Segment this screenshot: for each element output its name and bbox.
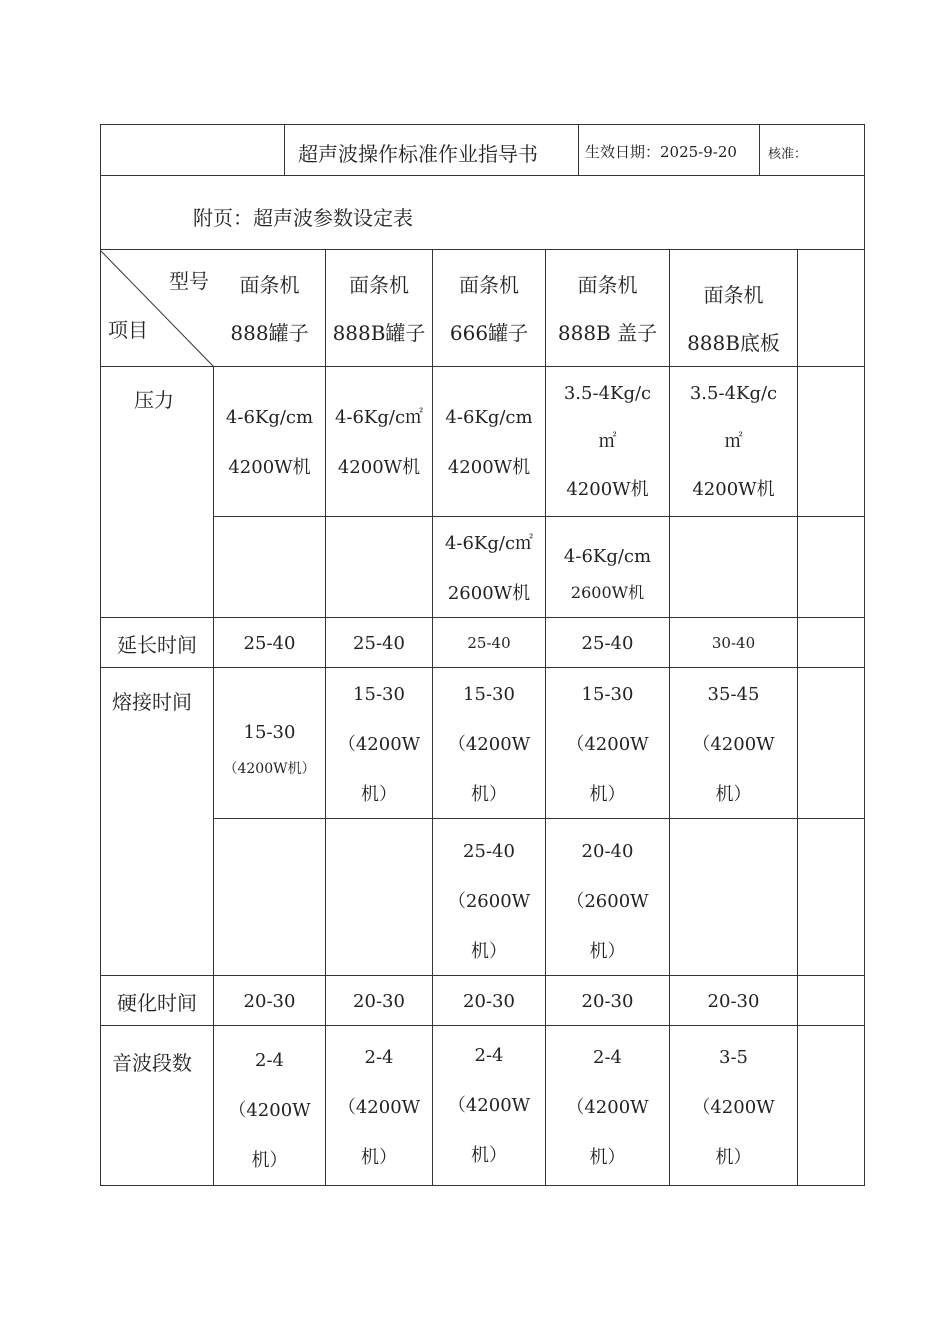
table-cell: 3.5-4Kg/c ㎡ 4200W机 <box>689 383 778 500</box>
table-cell: 20-30 <box>243 990 296 1012</box>
table-cell: 20-30 <box>581 990 634 1012</box>
table-cell: 4-6Kg/cm 4200W机 <box>225 407 314 478</box>
table-cell: 4-6Kg/c㎡ 2600W机 <box>444 533 534 604</box>
row-label-weld-time: 熔接时间 <box>112 690 192 714</box>
table-cell: 15-30 （4200W 机） <box>566 684 649 805</box>
table-cell: 15-30 （4200W机） <box>223 722 316 777</box>
row-label-extend-time: 延长时间 <box>117 632 197 657</box>
column-header: 面条机 666罐子 <box>449 273 529 345</box>
table-cell: 3.5-4Kg/c ㎡ 4200W机 <box>563 383 652 500</box>
row-label-pressure: 压力 <box>134 388 174 412</box>
table-cell: 25-40 <box>467 634 511 652</box>
table-cell: 2-4 （4200W 机） <box>447 1045 531 1166</box>
column-header: 面条机 888B罐子 <box>332 273 426 345</box>
table-cell: 35-45 （4200W 机） <box>692 684 775 805</box>
column-header: 面条机 888B底板 <box>687 283 780 355</box>
table-cell: 25-40 <box>243 632 296 654</box>
column-header: 面条机 888罐子 <box>230 273 309 345</box>
column-header: 面条机 888B 盖子 <box>557 273 658 345</box>
table-cell: 25-40 （2600W 机） <box>447 841 531 962</box>
table-cell: 3-5 （4200W 机） <box>692 1047 775 1168</box>
table-cell: 30-40 <box>711 634 756 652</box>
table-cell: 25-40 <box>581 632 634 654</box>
table-cell: 25-40 <box>353 632 405 654</box>
table-cell: 20-40 （2600W 机） <box>566 841 649 962</box>
effective-date: 生效日期：2025-9-20 <box>585 143 737 161</box>
corner-item-label: 项目 <box>108 318 148 342</box>
table-cell: 20-30 <box>353 990 405 1012</box>
row-label-sonic-segments: 音波段数 <box>112 1051 192 1075</box>
table-cell: 4-6Kg/cm 4200W机 <box>445 407 533 478</box>
table-cell: 2-4 （4200W 机） <box>228 1050 311 1171</box>
table-cell: 20-30 <box>463 990 515 1012</box>
table-cell: 20-30 <box>707 990 760 1012</box>
document-title: 超声波操作标准作业指导书 <box>298 142 538 166</box>
table-cell: 4-6Kg/cm 2600W机 <box>563 546 652 602</box>
row-label-harden-time: 硬化时间 <box>117 990 197 1015</box>
approval-label: 核准： <box>768 147 808 162</box>
table-cell: 2-4 （4200W 机） <box>337 1047 421 1168</box>
appendix-title: 附页：超声波参数设定表 <box>193 206 413 230</box>
table-cell: 4-6Kg/c㎡ 4200W机 <box>334 407 424 478</box>
table-cell: 15-30 （4200W 机） <box>447 684 531 805</box>
corner-model-label: 型号 <box>169 269 209 293</box>
table-cell: 15-30 （4200W 机） <box>337 684 421 805</box>
table-cell: 2-4 （4200W 机） <box>566 1047 649 1168</box>
